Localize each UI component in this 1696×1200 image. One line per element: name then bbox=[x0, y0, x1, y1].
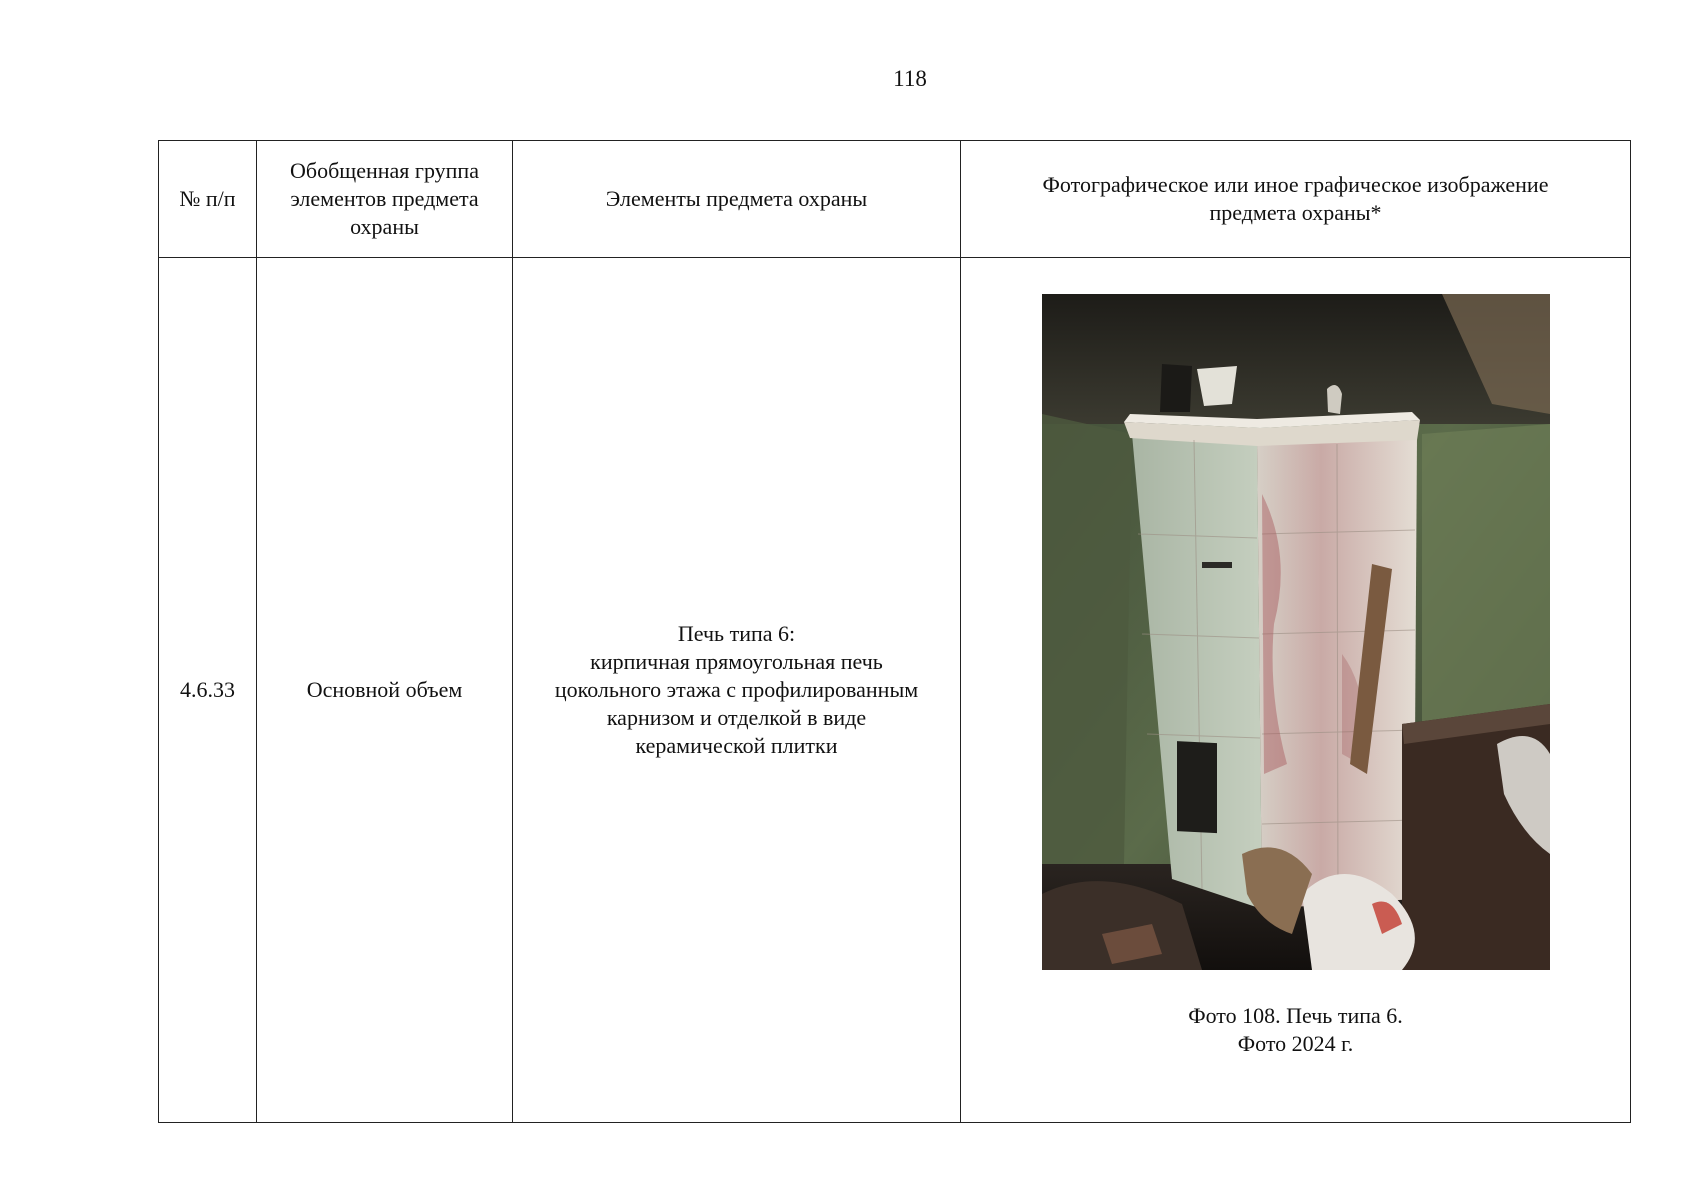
element-line: карнизом и отделкой в виде bbox=[606, 705, 867, 730]
heritage-elements-table bbox=[158, 140, 1631, 1123]
header-photo bbox=[961, 141, 1631, 258]
element-line: кирпичная прямоугольная печь bbox=[590, 649, 883, 674]
row-elements bbox=[513, 258, 961, 1123]
element-line: керамической плитки bbox=[635, 733, 838, 758]
header-group-line: охраны bbox=[350, 214, 419, 239]
header-group bbox=[257, 141, 513, 258]
header-elements: Элементы предмета охраны bbox=[513, 141, 961, 258]
header-photo-line: Фотографическое или иное графическое изображение bbox=[1042, 172, 1549, 197]
photo-caption bbox=[973, 1002, 1618, 1058]
table-header-row bbox=[159, 141, 1631, 258]
stove-photo bbox=[1042, 294, 1550, 970]
caption-line: Фото 108. Печь типа 6. bbox=[1188, 1003, 1403, 1028]
table-row bbox=[159, 258, 1631, 1123]
header-photo-line: предмета охраны* bbox=[1209, 200, 1382, 225]
element-line: Печь типа 6: bbox=[677, 621, 796, 646]
row-number: 4.6.33 bbox=[159, 258, 257, 1123]
row-photo-cell bbox=[961, 258, 1631, 1123]
page-number: 118 bbox=[893, 66, 927, 91]
caption-line: Фото 2024 г. bbox=[1237, 1031, 1354, 1056]
header-number: № п/п bbox=[159, 141, 257, 258]
header-group-line: Обобщенная группа bbox=[290, 158, 479, 183]
row-group: Основной объем bbox=[257, 258, 513, 1123]
header-group-line: элементов предмета bbox=[290, 186, 479, 211]
element-line: цокольного этажа с профилированным bbox=[554, 677, 919, 702]
